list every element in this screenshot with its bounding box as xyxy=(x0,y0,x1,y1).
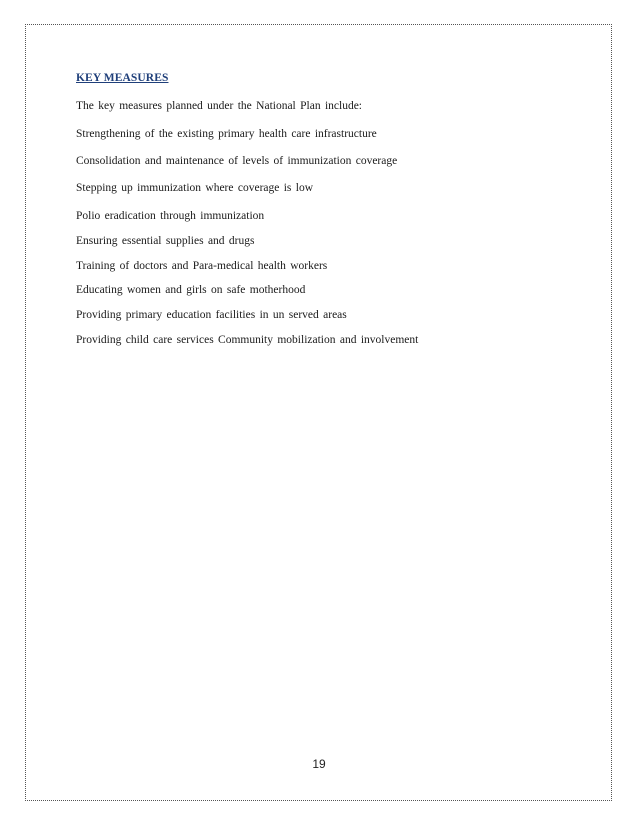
section-heading: KEY MEASURES xyxy=(76,72,169,84)
page-number: 19 xyxy=(312,757,326,771)
measure-item: Providing child care services Community mobilization and involvement xyxy=(76,334,419,346)
measure-item: Providing primary education facilities in un served areas xyxy=(76,309,347,321)
measure-item: Polio eradication through immunization xyxy=(76,210,265,222)
measure-item: Training of doctors and Para-medical health workers xyxy=(76,260,328,272)
measure-item: Educating women and girls on safe motherhood xyxy=(76,284,306,296)
page-border xyxy=(25,24,612,801)
measure-item: Strengthening of the existing primary health care infrastructure xyxy=(76,128,377,140)
intro-text: The key measures planned under the National Plan include: xyxy=(76,100,362,112)
measure-item: Consolidation and maintenance of levels of immunization coverage xyxy=(76,155,398,167)
measure-item: Stepping up immunization where coverage is low xyxy=(76,182,314,194)
measure-item: Ensuring essential supplies and drugs xyxy=(76,235,255,247)
